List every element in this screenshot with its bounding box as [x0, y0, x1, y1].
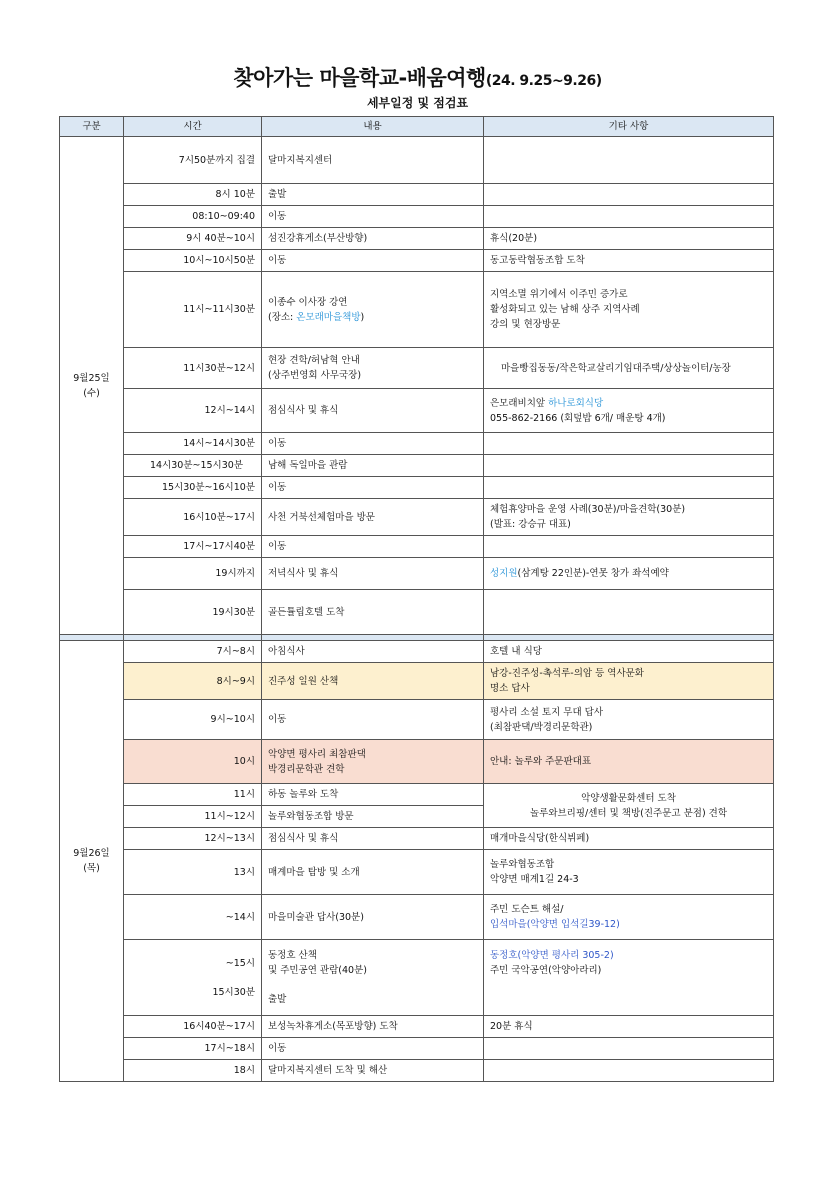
row-content: 출발	[262, 184, 484, 206]
table-row	[60, 477, 774, 499]
content-line: 동정호 산책	[268, 950, 317, 961]
note-line: 은모래비치앞	[490, 397, 549, 409]
row-time: 9시 40분~10시	[124, 228, 262, 250]
row-note	[484, 590, 774, 635]
table-row	[60, 250, 774, 272]
row-content: 놀루와협동조합 방문	[262, 806, 484, 828]
table-row	[60, 1060, 774, 1082]
row-note: 안내: 놀루와 주문판대표	[484, 740, 774, 784]
location-highlight: 입석마을(악양면 입석길39-12)	[490, 919, 620, 930]
note-line: 놀루와브리핑/센터 및 책방(진주문고 분점) 견학	[529, 807, 728, 819]
schedule-table	[59, 116, 774, 1082]
row-time: 8시 10분	[124, 184, 262, 206]
row-content: 이동	[262, 700, 484, 740]
note-line: 악양면 매계1길 24-3	[490, 874, 579, 885]
row-note	[484, 940, 774, 1016]
title-text: 찾아가는 마을학교-배움여행	[233, 66, 486, 90]
page-title	[0, 62, 835, 92]
time-line: ~15시	[225, 957, 255, 969]
note-line: (최참판댁/박경리문학관)	[490, 721, 593, 733]
content-line: 박경리문학관 견학	[268, 763, 345, 775]
row-note: 매개마을식당(한식뷔페)	[484, 828, 774, 850]
note-line: 평사리 소설 토지 무대 답사	[490, 706, 604, 718]
row-time: 14시~14시30분	[124, 433, 262, 455]
table-row	[60, 455, 774, 477]
table-row	[60, 389, 774, 433]
row-time: 11시~12시	[124, 806, 262, 828]
row-content	[262, 348, 484, 389]
row-time: 18시	[124, 1060, 262, 1082]
content-line: 및 주민공연 관람(40분)	[268, 965, 367, 976]
table-row	[60, 137, 774, 184]
row-note: 동고동락협동조합 도착	[484, 250, 774, 272]
note-line: 명소 답사	[490, 683, 530, 694]
header-notes: 기타 사항	[484, 117, 774, 137]
day2-weekday: (목)	[83, 863, 100, 874]
table-row	[60, 740, 774, 784]
row-time: 12시~13시	[124, 828, 262, 850]
row-note	[484, 700, 774, 740]
row-content	[262, 740, 484, 784]
table-row	[60, 499, 774, 536]
table-row	[60, 828, 774, 850]
row-content: 하동 놀루와 도착	[262, 784, 484, 806]
row-time: 17시~17시40분	[124, 536, 262, 558]
row-note	[484, 433, 774, 455]
content-line: 현장 견학/허남혁 안내	[268, 355, 360, 366]
row-time: 10시	[124, 740, 262, 784]
note-line: 체험휴양마을 운영 사례(30분)/마을견학(30분)	[490, 504, 686, 515]
table-row	[60, 895, 774, 940]
table-row	[60, 700, 774, 740]
row-content: 점심식사 및 휴식	[262, 389, 484, 433]
row-time: 8시~9시	[124, 663, 262, 700]
row-content	[262, 272, 484, 348]
row-note	[484, 137, 774, 184]
row-time: ~14시	[124, 895, 262, 940]
row-note	[484, 1038, 774, 1060]
row-content: 보성녹차휴게소(목포방향) 도착	[262, 1016, 484, 1038]
row-note	[484, 272, 774, 348]
table-row	[60, 272, 774, 348]
row-content	[262, 940, 484, 1016]
row-content: 매계마을 탐방 및 소개	[262, 850, 484, 895]
table-row	[60, 184, 774, 206]
table-row	[60, 558, 774, 590]
table-header-row	[60, 117, 774, 137]
row-time: 08:10~09:40	[124, 206, 262, 228]
row-content: 섬진강휴게소(부산방향)	[262, 228, 484, 250]
row-content: 점심식사 및 휴식	[262, 828, 484, 850]
note-line: 주민 국악공연(악양아라리)	[490, 965, 602, 976]
row-time: 11시30분~12시	[124, 348, 262, 389]
row-note	[484, 558, 774, 590]
row-content: 골든튤립호텔 도착	[262, 590, 484, 635]
header-time: 시간	[124, 117, 262, 137]
header-content: 내용	[262, 117, 484, 137]
day2-date: 9월26일	[73, 848, 110, 859]
row-content: 달마지복지센터	[262, 137, 484, 184]
table-row	[60, 663, 774, 700]
restaurant-highlight: 성지원	[490, 568, 518, 579]
row-note	[484, 389, 774, 433]
table-row	[60, 940, 774, 1016]
page-subtitle: 세부일정 및 점검표	[366, 96, 469, 110]
note-line: 지역소멸 위기에서 이주민 증가로	[490, 289, 628, 300]
note-line: 주민 도슨트 해설/	[490, 904, 564, 915]
row-note	[484, 895, 774, 940]
day1-weekday: (수)	[83, 387, 100, 399]
row-content: 사천 거북선체험마을 방문	[262, 499, 484, 536]
row-note: 휴식(20분)	[484, 228, 774, 250]
table-row	[60, 433, 774, 455]
venue-highlight: 온모래마을책방	[296, 311, 361, 323]
row-content: 저녁식사 및 휴식	[262, 558, 484, 590]
content-line: )	[360, 311, 365, 323]
row-time: 9시~10시	[124, 700, 262, 740]
note-line: 악양생활문화센터 도착	[581, 792, 676, 804]
table-row	[60, 641, 774, 663]
table-row	[60, 206, 774, 228]
row-content: 이동	[262, 206, 484, 228]
row-time: 19시까지	[124, 558, 262, 590]
content-line: 이종수 이사장 강연	[268, 296, 348, 308]
row-time: 15시30분~16시10분	[124, 477, 262, 499]
row-content: 진주성 일원 산책	[262, 663, 484, 700]
day1-label	[60, 137, 124, 635]
table-row	[60, 784, 774, 806]
note-line: 활성화되고 있는 남해 상주 지역사례	[490, 304, 640, 315]
row-time: 14시30분~15시30분	[124, 455, 262, 477]
row-content: 마을미술관 답사(30분)	[262, 895, 484, 940]
row-time: 16시40분~17시	[124, 1016, 262, 1038]
row-content: 이동	[262, 250, 484, 272]
row-note	[484, 1060, 774, 1082]
location-highlight: 동정호(악양면 평사리 305-2)	[490, 950, 614, 961]
header-category: 구분	[60, 117, 124, 137]
note-line: 강의 및 현장방문	[490, 319, 561, 330]
row-content: 남해 독일마을 관람	[262, 455, 484, 477]
row-note	[484, 455, 774, 477]
note-line: 남강-진주성-촉석루-의암 등 역사문화	[490, 668, 644, 679]
row-content: 이동	[262, 1038, 484, 1060]
row-content: 이동	[262, 477, 484, 499]
row-note	[484, 477, 774, 499]
table-row	[60, 1038, 774, 1060]
table-row	[60, 228, 774, 250]
content-line: 출발	[268, 994, 287, 1005]
note-line: (발표: 강승규 대표)	[490, 519, 571, 530]
row-note: 20분 휴식	[484, 1016, 774, 1038]
row-note	[484, 784, 774, 828]
time-line: 15시30분	[212, 986, 255, 998]
row-content: 이동	[262, 433, 484, 455]
row-time: 13시	[124, 850, 262, 895]
row-time: 7시50분까지 집결	[124, 137, 262, 184]
restaurant-highlight: 하나로회식당	[548, 397, 604, 409]
row-note	[484, 184, 774, 206]
row-note: 호텔 내 식당	[484, 641, 774, 663]
row-time: 12시~14시	[124, 389, 262, 433]
row-time: 16시10분~17시	[124, 499, 262, 536]
row-note	[484, 206, 774, 228]
content-line: (상주번영회 사무국장)	[268, 370, 362, 381]
row-time: 17시~18시	[124, 1038, 262, 1060]
title-date: (24. 9.25~9.26)	[485, 73, 602, 89]
table-row	[60, 850, 774, 895]
content-line: (장소:	[268, 311, 297, 323]
content-line: 악양면 평사리 최참판댁	[268, 748, 366, 760]
row-time: 11시	[124, 784, 262, 806]
table-row	[60, 1016, 774, 1038]
row-note	[484, 850, 774, 895]
table-row	[60, 536, 774, 558]
row-note	[484, 499, 774, 536]
row-time: 10시~10시50분	[124, 250, 262, 272]
note-line: 055-862-2166 (회덮밥 6개/ 매운탕 4개)	[490, 412, 666, 424]
row-content: 달마지복지센터 도착 및 해산	[262, 1060, 484, 1082]
table-row	[60, 590, 774, 635]
row-content: 이동	[262, 536, 484, 558]
row-time: 7시~8시	[124, 641, 262, 663]
row-content: 아침식사	[262, 641, 484, 663]
table-row	[60, 348, 774, 389]
note-line: (삼계탕 22인분)-연못 창가 좌석예약	[517, 568, 669, 579]
row-time	[124, 940, 262, 1016]
day1-date: 9월25일	[73, 372, 110, 384]
note-line: 놀루와협동조합	[490, 859, 555, 870]
day2-label	[60, 641, 124, 1082]
row-note	[484, 536, 774, 558]
row-time: 11시~11시30분	[124, 272, 262, 348]
row-time: 19시30분	[124, 590, 262, 635]
row-note	[484, 663, 774, 700]
row-note: 마을빵집동동/작은학교살리기임대주택/상상놀이터/농장	[484, 348, 774, 389]
